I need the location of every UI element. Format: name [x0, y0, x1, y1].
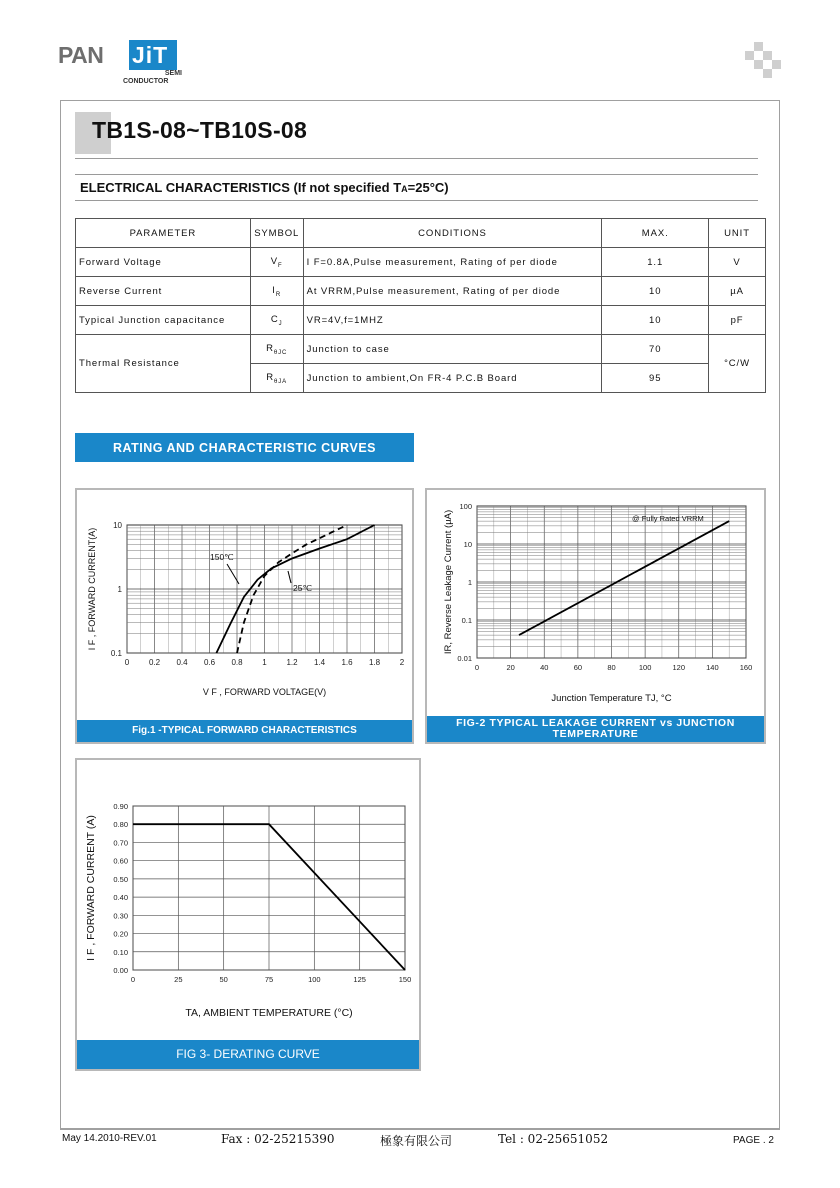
footer-tel: Tel : 02-25651052: [498, 1132, 609, 1146]
corner-checker-decoration: [742, 40, 782, 80]
symbol-main: V: [270, 255, 279, 267]
x-tick-label: 1.6: [341, 658, 353, 667]
annotation-rated-vrrm: @ Fully Rated VRRM: [632, 514, 704, 523]
cell-max: 95: [602, 364, 709, 393]
y-tick-label: 0.50: [113, 874, 128, 884]
x-tick-label: 60: [573, 663, 583, 672]
x-axis-label: Junction Temperature TJ, °C: [551, 693, 672, 704]
section-divider-bottom: [75, 200, 758, 201]
y-tick-label: 0.1: [461, 616, 472, 625]
y-tick-label: 1: [117, 585, 122, 594]
symbol-main: R: [266, 342, 274, 354]
x-tick-label: 120: [672, 663, 686, 672]
x-tick-label: 1.2: [286, 658, 298, 667]
cell-conditions: At VRRM,Pulse measurement, Rating of per diode: [303, 277, 602, 306]
fig3-chart: [77, 760, 419, 1042]
table-row: [76, 277, 766, 306]
x-tick-label: 0: [124, 658, 130, 667]
y-tick-label: 0.20: [113, 929, 128, 939]
cell-max: 1.1: [602, 248, 709, 277]
y-axis-label: I F , FORWARD CURRENT (A): [85, 815, 97, 961]
y-tick-label: 100: [459, 502, 472, 511]
section-divider-top: [75, 174, 758, 175]
y-axis-label: IR, Reverse Leakage Current (µA): [443, 509, 454, 655]
x-tick-label: 1.8: [368, 658, 381, 667]
y-tick-label: 1: [467, 578, 472, 587]
cell-conditions: Junction to ambient,On FR-4 P.C.B Board: [303, 364, 602, 393]
symbol-sub: θJC: [273, 349, 288, 356]
y-tick-label: 10: [463, 540, 472, 549]
table-row: [76, 248, 766, 277]
cell-unit: V: [709, 248, 766, 277]
page-title: TB1S-08~TB10S-08: [92, 117, 308, 143]
symbol-main: C: [270, 313, 279, 325]
y-axis-label: I F , FORWARD CURRENT(A): [87, 527, 97, 651]
fig1-chart: [77, 490, 412, 720]
x-axis-label: TA, AMBIENT TEMPERATURE (°C): [185, 1007, 353, 1019]
annotation-25c-arrow: [288, 571, 291, 583]
x-tick-label: 80: [607, 663, 616, 672]
x-tick-label: 1.4: [313, 658, 326, 667]
cell-conditions: I F=0.8A,Pulse measurement, Rating of per diode: [303, 248, 602, 277]
cell-unit: µA: [709, 277, 766, 306]
cell-conditions: VR=4V,f=1MHZ: [303, 306, 602, 335]
header-max: MAX.: [602, 219, 709, 248]
section-heading-tail: =25°C): [407, 180, 449, 195]
table-row: [76, 335, 766, 364]
x-tick-label: 0: [130, 975, 136, 984]
x-tick-label: 1: [262, 658, 267, 667]
cell-max: 70: [602, 335, 709, 364]
header-unit: UNIT: [709, 219, 766, 248]
y-tick-label: 0.10: [113, 947, 128, 957]
logo-conductor-text: CONDUCTOR: [123, 78, 169, 85]
x-tick-label: 2: [399, 658, 405, 667]
footer-company: 極象有限公司: [380, 1134, 453, 1148]
x-tick-label: 150: [398, 975, 412, 984]
fig3-panel: [75, 758, 421, 1071]
y-tick-label: 0.00: [113, 966, 128, 975]
x-axis-label: V F , FORWARD VOLTAGE(V): [202, 687, 327, 697]
cell-symbol: [250, 364, 303, 393]
x-tick-label: 100: [308, 975, 321, 984]
section-heading: [80, 180, 449, 195]
cell-conditions: Junction to case: [303, 335, 602, 364]
annotation-150c: 150℃: [210, 552, 234, 562]
x-tick-label: 100: [638, 663, 652, 672]
cell-unit: °C/W: [709, 335, 766, 393]
y-tick-label: 0.60: [113, 856, 128, 866]
cell-symbol: [250, 248, 303, 277]
footer-fax: Fax : 02-25215390: [221, 1132, 335, 1146]
y-tick-label: 0.70: [113, 838, 128, 848]
header-conditions: CONDITIONS: [303, 219, 602, 248]
x-tick-label: 125: [353, 975, 366, 984]
title-divider: [75, 158, 758, 159]
x-tick-label: 75: [264, 975, 274, 984]
header-parameter: PARAMETER: [76, 219, 251, 248]
y-tick-label: 0.1: [110, 649, 122, 658]
cell-max: 10: [602, 306, 709, 335]
x-tick-label: 140: [706, 663, 719, 672]
cell-parameter: Reverse Current: [76, 277, 251, 306]
logo-semi-text: SEMI: [164, 70, 182, 77]
footer-date: May 14.2010-REV.01: [62, 1133, 157, 1144]
x-tick-label: 0: [474, 663, 480, 672]
x-tick-label: 20: [506, 663, 515, 672]
footer-page-number: PAGE . 2: [733, 1135, 774, 1146]
fig3-caption: FIG 3- DERATING CURVE: [77, 1040, 419, 1069]
footer-divider: [60, 1128, 780, 1129]
fig1-caption: Fig.1 -TYPICAL FORWARD CHARACTERISTICS: [77, 720, 412, 742]
symbol-sub: R: [275, 291, 282, 298]
cell-parameter: Typical Junction capacitance: [76, 306, 251, 335]
logo-pan-text: PAN: [58, 42, 104, 68]
fig1-panel: [75, 488, 414, 744]
panjit-logo: [58, 40, 198, 90]
x-tick-label: 50: [219, 975, 228, 984]
electrical-characteristics-table: [75, 218, 766, 393]
section-heading-sub: A: [401, 184, 408, 194]
symbol-sub: J: [278, 320, 283, 327]
symbol-sub: F: [278, 262, 283, 269]
cell-symbol: [250, 277, 303, 306]
symbol-sub: θJA: [274, 378, 288, 385]
cell-unit: pF: [709, 306, 766, 335]
series-line-1: [519, 521, 729, 635]
y-tick-label: 0.40: [113, 893, 128, 903]
y-tick-label: 10: [113, 521, 122, 530]
annotation-25c: 25℃: [293, 583, 313, 593]
symbol-main: I: [272, 284, 276, 296]
cell-parameter: Thermal Resistance: [76, 335, 251, 393]
x-tick-label: 160: [739, 663, 753, 672]
cell-symbol: [250, 306, 303, 335]
x-tick-label: 0.6: [203, 658, 216, 667]
header-symbol: SYMBOL: [250, 219, 303, 248]
x-tick-label: 0.4: [176, 658, 188, 667]
fig2-caption: FIG-2 TYPICAL LEAKAGE CURRENT vs JUNCTION TEMPERATURE: [427, 716, 764, 742]
cell-parameter: Forward Voltage: [76, 248, 251, 277]
table-row: [76, 306, 766, 335]
section-heading-main: ELECTRICAL CHARACTERISTICS (If not specified T: [80, 180, 402, 195]
cell-symbol: [250, 335, 303, 364]
fig2-chart: [427, 490, 764, 718]
y-tick-label: 0.80: [113, 820, 128, 830]
y-tick-label: 0.90: [113, 802, 128, 811]
curves-banner: RATING AND CHARACTERISTIC CURVES: [75, 433, 414, 462]
x-tick-label: 25: [174, 975, 183, 984]
symbol-main: R: [266, 371, 275, 383]
cell-max: 10: [602, 277, 709, 306]
y-tick-label: 0.01: [457, 654, 472, 663]
x-tick-label: 0.2: [148, 658, 161, 667]
x-tick-label: 0.8: [231, 658, 243, 667]
table-header-row: [76, 219, 766, 248]
fig2-panel: [425, 488, 766, 744]
x-tick-label: 40: [540, 663, 549, 672]
logo-jit-text: JiT: [132, 42, 169, 68]
y-tick-label: 0.30: [113, 911, 128, 921]
